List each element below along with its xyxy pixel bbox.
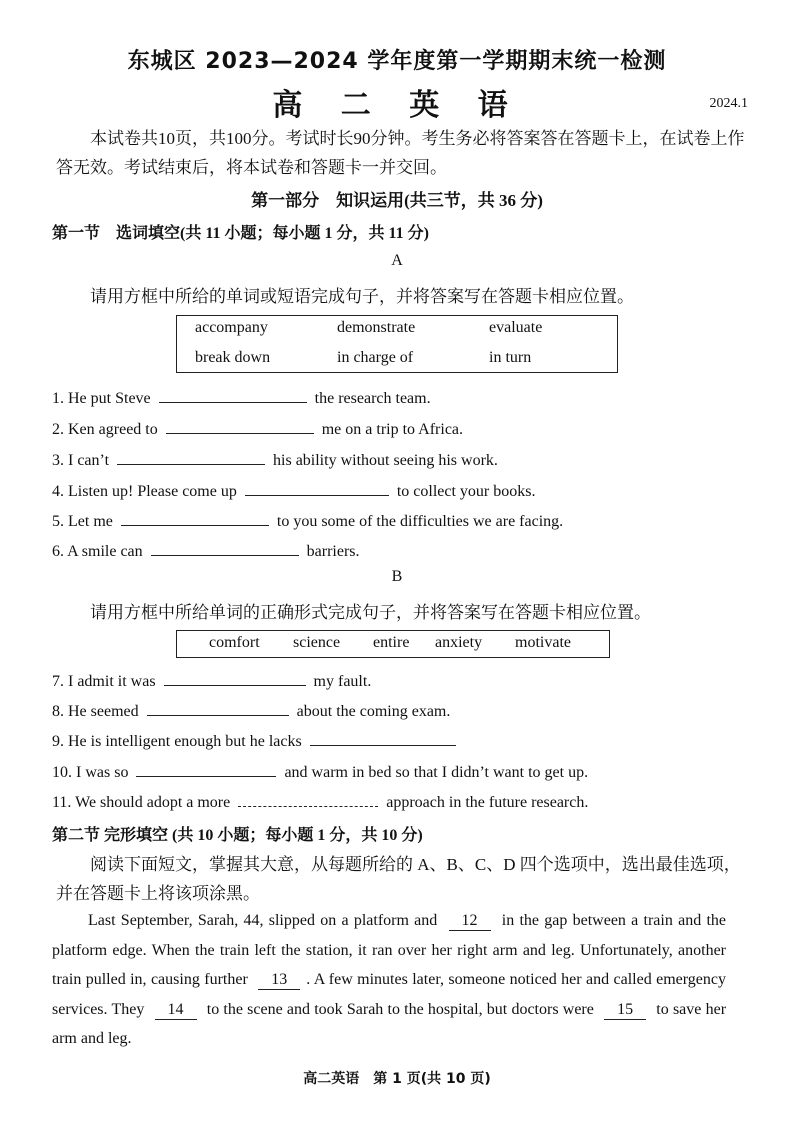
word-box-item: entire (373, 634, 410, 651)
question-11 (52, 790, 588, 812)
question-4 (52, 479, 535, 501)
subsection-a-label: A (391, 252, 403, 269)
subsection-a-instruction: 请用方框中所给的单词或短语完成句子，并将答案写在答题卡相应位置。 (90, 287, 634, 306)
answer-blank (166, 417, 314, 434)
question-7 (52, 669, 371, 691)
subsection-b-instruction: 请用方框中所给单词的正确形式完成句子，并将答案写在答题卡相应位置。 (90, 603, 651, 622)
cloze-blank-13: 13 (258, 971, 300, 990)
question-8 (52, 699, 450, 721)
question-text: and warm in bed so that I didn’t want to get up. (284, 764, 589, 781)
question-text: to you some of the difficulties we are facing. (276, 513, 564, 530)
question-text: barriers. (306, 543, 360, 560)
question-text: me on a trip to Africa. (321, 421, 464, 438)
exam-title: 东城区 2023—2024 学年度第一学期期末统一检测 (127, 49, 667, 74)
question-text: about the coming exam. (296, 703, 451, 720)
question-text: 9. He is intelligent enough but he lacks (52, 733, 302, 750)
section1-title: 第一节 选词填空(共 11 小题；每小题 1 分，共 11 分) (52, 225, 429, 242)
cloze-blank-14: 14 (155, 1001, 197, 1020)
word-box-item: in charge of (337, 349, 414, 366)
word-box-a (176, 315, 618, 373)
question-10 (52, 760, 588, 782)
section2-title: 第二节 完形填空 (共 10 小题；每小题 1 分，共 10 分) (52, 827, 423, 844)
passage-text: in the gap between a train and the platform edge. When the train left the station, it ran over her right arm and leg. Unfortunately, another train pulled in, causing further (52, 912, 726, 989)
answer-blank (117, 448, 265, 465)
question-text: his ability without seeing his work. (273, 452, 498, 469)
question-text: 7. I admit it was (52, 673, 156, 690)
word-box-item: accompany (195, 319, 268, 336)
question-text: 11. We should adopt a more (52, 794, 231, 811)
cloze-blank-15: 15 (604, 1001, 646, 1020)
question-text: 3. I can’t (52, 452, 110, 469)
word-box-b (176, 630, 610, 658)
answer-blank (238, 790, 378, 807)
subject-title: 高 二 英 语 (272, 88, 522, 123)
question-text: 6. A smile can (52, 543, 143, 560)
word-box-item: comfort (209, 634, 260, 651)
question-text: 1. He put Steve (52, 390, 151, 407)
answer-blank (164, 669, 306, 686)
question-text: 4. Listen up! Please come up (52, 483, 237, 500)
word-box-item: in turn (489, 349, 532, 366)
cloze-blank-12: 12 (449, 912, 491, 931)
question-text: 8. He seemed (52, 703, 139, 720)
passage-text: to the scene and took Sarah to the hospital, but doctors were (206, 1000, 594, 1018)
word-box-item: anxiety (435, 634, 483, 651)
question-1 (52, 386, 431, 408)
exam-date: 2024.1 (709, 96, 748, 111)
exam-instructions: 本试卷共10页，共100分。考试时长90分钟。考生务必将答案答在答题卡上，在试卷上作答无效。考试结束后，将本试卷和答题卡一并交回。 (56, 129, 745, 177)
question-6 (52, 539, 360, 561)
question-9 (52, 729, 464, 751)
question-text: 2. Ken agreed to (52, 421, 158, 438)
word-box-item: evaluate (489, 319, 543, 336)
answer-blank (159, 386, 307, 403)
word-box-item: break down (195, 349, 271, 366)
page-footer: 高二英语 第 1 页(共 10 页) (303, 1071, 491, 1087)
question-text: my fault. (313, 673, 372, 690)
passage-text: to save her arm and leg. (52, 1000, 727, 1048)
question-3 (52, 448, 498, 470)
answer-blank (245, 479, 389, 496)
answer-blank (151, 539, 299, 556)
question-5 (52, 509, 563, 531)
answer-blank (136, 760, 276, 777)
passage-text: Last September, Sarah, 44, slipped on a platform and (88, 912, 438, 929)
question-2 (52, 417, 463, 439)
question-text: 10. I was so (52, 764, 129, 781)
word-box-item: motivate (515, 634, 571, 651)
question-text: the research team. (314, 390, 431, 407)
subsection-b-label: B (391, 568, 403, 585)
cloze-passage (52, 906, 726, 1054)
section2-instruction: 阅读下面短文，掌握其大意，从每题所给的 A、B、C、D 四个选项中，选出最佳选项，并在答题卡上将该项涂黑。 (56, 855, 741, 903)
answer-blank (121, 509, 269, 526)
question-text: to collect your books. (396, 483, 536, 500)
question-text: 5. Let me (52, 513, 113, 530)
part1-title: 第一部分 知识运用(共三节，共 36 分) (251, 191, 543, 210)
word-box-item: science (293, 634, 341, 651)
question-text: approach in the future research. (386, 794, 589, 811)
word-box-item: demonstrate (337, 319, 416, 336)
answer-blank (147, 699, 289, 716)
answer-blank (310, 729, 456, 746)
passage-text: . A few minutes later, someone noticed her and called emergency services. They (52, 971, 727, 1018)
